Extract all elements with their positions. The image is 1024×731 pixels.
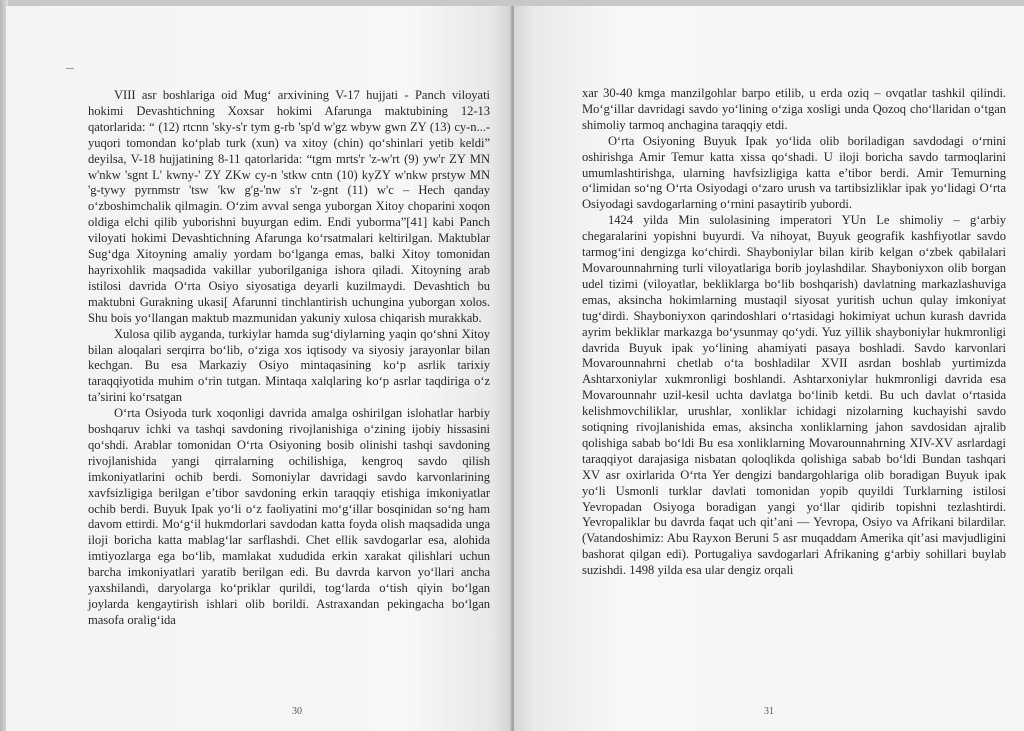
- right-page-number: 31: [764, 706, 774, 717]
- right-paragraph-1: xar 30-40 kmga manzilgohlar barpo etilib, u erda oziq – ovqatlar tashkil qilindi. Mo‘g‘illar davridagi savdo yo‘lining o‘ziga xosligi unda Qozoq cho‘llaridan o‘tgan shimoliy tarmoq anchagina taraqqiy etdi.: [582, 86, 1006, 132]
- left-paragraph-2: Xulosa qilib ayganda, turkiylar hamda sug‘diylarning yaqin qo‘shni Xitoy bilan aloqalari serqirra bo‘lib, o‘ziga xos iqtisody va siyosiy jarayonlar bilan kechgan. Bu esa Markaziy Osiyo mintaqasining ko‘p asrlik tarixiy taraqqiyotida muhim o‘rin tutgan. Mintaqa xalqlaring ko‘p asrlar taqdiriga o‘z ta’sirini ko‘rsatgan: [88, 326, 490, 405]
- left-page: [6, 6, 512, 731]
- left-paragraph-3: O‘rta Osiyoda turk xoqonligi davrida amalga oshirilgan islohatlar harbiy boshqaruv ichki va tashqi savdoning rivojlanishiga o‘zining ijobiy hissasini qo‘shdi. Arablar tomonidan O‘rta Osiyoning bosib olinishi tashqi savdoning rivojlanishida yangi qirralarning ochilishiga, kengroq savdo qilish imkoniyatlarini ochib berdi. Somoniylar davridagi savdo karvonlarining xavfsizligiga berilgan e’tibor savdoning erkin taraqqiy etishiga imkoniyatlar ochib berdi. Buyuk Ipak yo‘li o‘z faoliyatini mo‘g‘illar bosqinidan so‘ng ham davom ettirdi. Mo‘g‘il hukmdorlari savdodan katta foyda olish maqsadida unga iloji boricha katta mablag‘lar sarflashdi. Chet ellik savdogarlar esa, alohida imtiyozlarga ega bo‘lib, mamlakat xududida erkin xarakat qilishlari uchun barcha imkoniyatlari yaratib berilgan edi. Bu davrda karvon yo‘llari ancha yaxshilandi, daryolarga ko‘priklar qurildi, tog‘larda o‘tish qiyin bo‘lgan joylarda kengaytirish ishlari olib borildi. Astraxandan pekingacha bo‘lgan masofa oralig‘ida: [88, 406, 490, 627]
- page-mark: [66, 68, 74, 69]
- right-paragraph-3: 1424 yilda Min sulolasining imperatori YUn Le shimoliy – g‘arbiy chegaralarini yopishni buyurdi. Va nihoyat, Buyuk geografik kashfiyotlar savdo tarmog‘ini dengizga ko‘chirdi. Shayboniylar bilan kirib kelgan o‘zbek qabilalari Movarounnahrning turli viloyatlariga borib joylashdilar. Shayboniyxon olib borgan udel tizimi (viloyatlar, bekliklarga bo‘lib boshqarish) davlatning markazlashuviga emas, aksincha hokimlarning mustaqil siyosat yuritish uchun qulay imkoniyat tug‘dirdi. Shayboniyxon qarindoshlari o‘rtasidagi hokimiyat uchun kurash davrida ayrim bekliklar markazga bo‘ysunmay qo‘ydi. Yuz yillik shayboniylar hukmronligi davrida Buyuk ipak yo‘lining ahamiyati pasaya boshladi. Savdo karvonlari Movarounnahrni chetlab o‘ta boshladilar XVII asrdan boshlab yurtimizda Ashtarxoniylar xukmronligi boshlandi. Ashtarxoniylar hukmronligi davrida esa Movarounnahr uzil-kesil uchta davlatga bo‘linib ketdi. Bu uch davlat o‘rtasida kelishmovchiliklar, urushlar, xonliklar ichidagi nizolarning kuchayishi savdo sotiqning rivojlanishida emas, aksincha xonliklarning jahon savdosidan ajralib qolishiga sabab bo‘ldi Bu esa xonliklarning Movarounnahrning XIV-XV asrlardagi taraqqiyot darajasiga nisbatan qoloqlikda qolishiga sabab bo‘ldi Bundan tashqari XV asr oxirlarida O‘rta Yer dengizi bandargohlariga olib boradigan Buyuk ipak yo‘li Usmonli turklar davlati tomonidan yopib quyildi Turklarning istilosi Yevropadan Osiyoga boradigan yangi yo‘llar qidirib topishni tezlashtirdi. Yevropaliklar bu davrda faqat uch qit’ani — Yevropa, Osiyo va Afrikani bilardilar. (Vatandoshimiz: Abu Rayxon Beruni 5 asr muqaddam Amerika qit’asi mavjudligini bashorat qilgan edi). Portugaliya savdogarlari Afrikaning g‘arbiy sohillari buylab suzishdi. 1498 yilda esa ular dengiz orqali: [582, 213, 1006, 578]
- left-page-number: 30: [292, 706, 302, 717]
- left-paragraph-1: VIII asr boshlariga oid Mug‘ arxivining V-17 hujjati - Panch viloyati hokimi Devashtichning Xoxsar hokimi Afarunga maktubining 12-13 qatorlarida: “ (12) rtcnn 'sky-s'r tym g-rb 'sp'd w'gz wbyw gwn ZY (13) cy-n...- yuqori tomondan ko‘plab turk (xun) va xitoy (chin) qo‘shinlari yetib keldi” deyilsa, V-18 hujjatining 8-11 qatorlarida: “tgm mrts'r 'z-w'rt (9) yw'r ZY MN w'nkw 'sgnt L' kwny-' ZY ZKw cy-n 'stkw cntn (10) kyZY w'nkw prstyw MN 'g-tywy pyrnmstr 'tsw 'kw g'g-'nw s'r 'z-gnt (11) w'c – Hech qanday o‘zboshimchalik qilmagin. O‘zim avval senga yuborgan Xitoy choparini xoqon oldiga elchi qilib yuborishni buyurgan edim. Endi yuborma”[41] kabi Panch viloyati hokimi Devashtichning Afarunga ko‘rsatmalari keltirilgan. Maktublar Sug‘dga Xitoyning amaliy yordam bo‘lganga emas, balki Xitoy tomonidan hayrixohlik maqsadida vakillar yuborilganiga ishora qiladi. Xitoyning arab istilosi davrida O‘rta Osiyo siyosatiga deyarli kuzilmaydi. Devashtich bu maktubni Gurakning ukasi[ Afarunni tinchlantirish uchungina yuborgan xolos. Shu bois yo‘llangan maktub mazmunidan yakuniy xulosa chiqarish murakkab.: [88, 88, 490, 325]
- right-page: [514, 6, 1024, 731]
- right-paragraph-2: O‘rta Osiyoning Buyuk Ipak yo‘lida olib boriladigan savdodagi o‘rnini oshirishga Amir Temur katta xissa qo‘shadi. U iloji boricha savdo tarmoqlarini umumlashtirishga, ularning havfsizligiga katta e’tibor berdi. Amir Temurning o‘limidan so‘ng O‘rta Osiyodagi o‘zaro urush va tartibsizliklar ipak yo‘lidagi O‘rta Osiyodagi savdogarlarning o‘rnini pasaytirib yubordi.: [582, 133, 1006, 212]
